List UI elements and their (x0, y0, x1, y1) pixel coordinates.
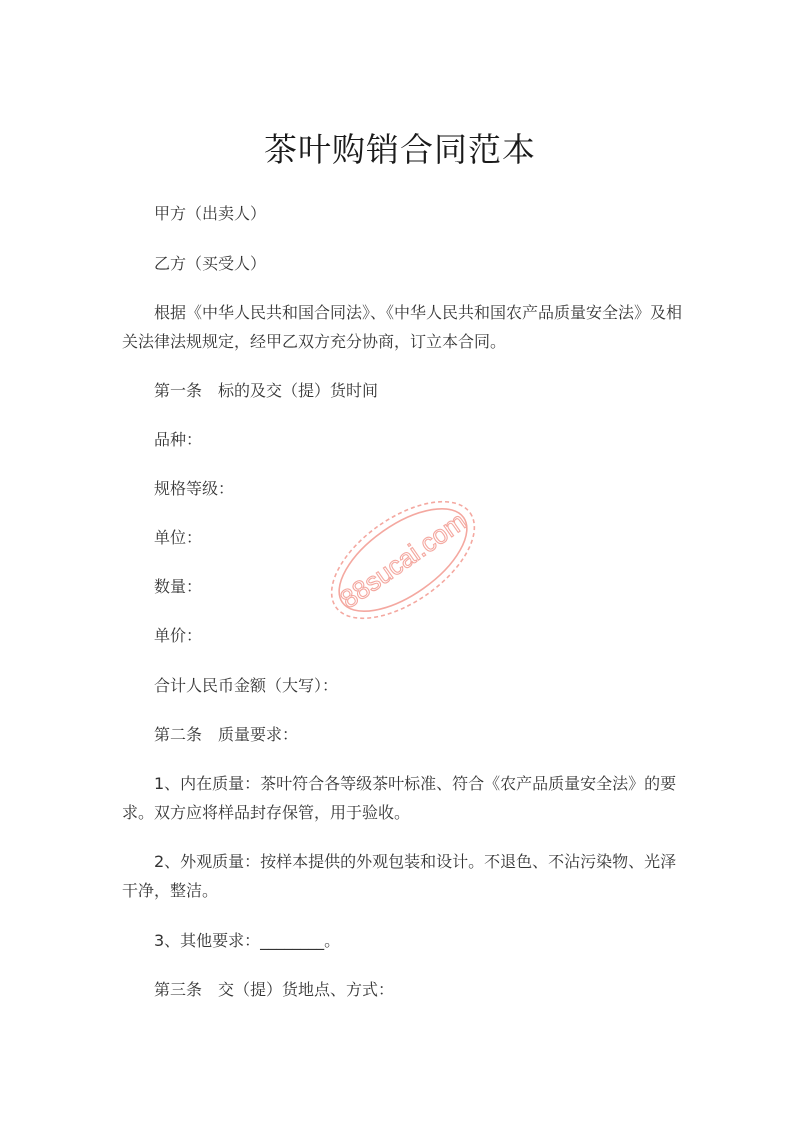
preamble-line-1: 根据《中华人民共和国合同法》、《中华人民共和国农产品质量安全法》及相 (154, 303, 683, 322)
grade-field: 规格等级： (154, 479, 235, 498)
appearance-quality-line-2: 干净，整洁。 (122, 881, 219, 900)
contract-title: 茶叶购销合同范本 (264, 130, 536, 169)
watermark-stamp (318, 495, 488, 625)
variety-field: 品种： (154, 430, 203, 449)
watermark-text: 88sucai.com (334, 505, 472, 615)
party-a-line: 甲方（出卖人） (154, 204, 267, 223)
article-3-heading: 第三条 交（提）货地点、方式： (154, 980, 395, 999)
article-2-heading: 第二条 质量要求： (154, 725, 299, 744)
appearance-quality-line-1: 2、外观质量：按样本提供的外观包装和设计。不退色、不沾污染物、光泽 (154, 852, 677, 871)
article-1-heading: 第一条 标的及交（提）货时间 (154, 381, 379, 400)
other-requirements-line: 3、其他要求：________。 (154, 931, 341, 950)
intrinsic-quality-line-1: 1、内在质量：茶叶符合各等级茶叶标准、符合《农产品质量安全法》的要 (154, 774, 677, 793)
intrinsic-quality-line-2: 求。双方应将样品封存保管，用于验收。 (122, 803, 411, 822)
preamble-line-2: 关法律法规规定，经甲乙双方充分协商，订立本合同。 (122, 332, 507, 351)
unit-field: 单位： (154, 528, 203, 547)
quantity-field: 数量： (154, 577, 203, 596)
party-b-line: 乙方（买受人） (154, 254, 267, 273)
unit-price-field: 单价： (154, 626, 203, 645)
total-amount-field: 合计人民币金额（大写）： (154, 676, 339, 695)
